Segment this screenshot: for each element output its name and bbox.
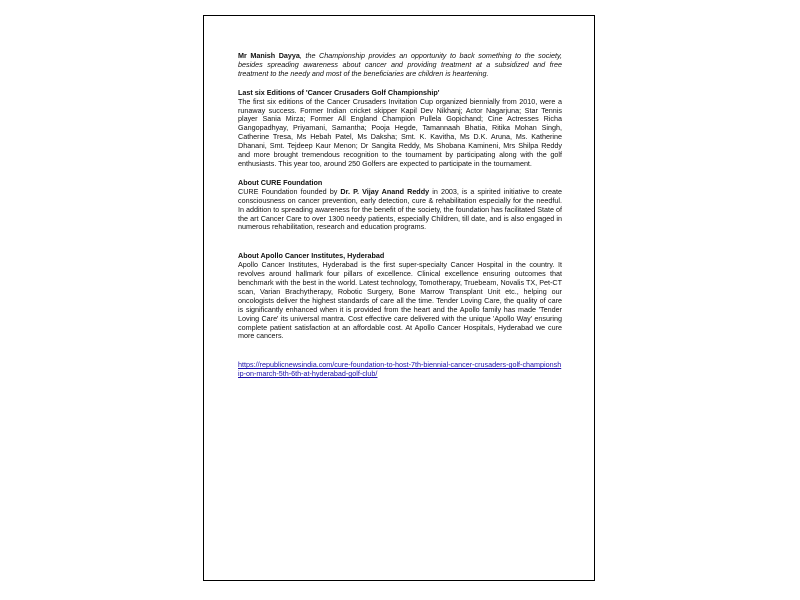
cure-founder: Dr. P. Vijay Anand Reddy [340,186,430,196]
cure-body-before: CURE Foundation founded by [238,186,341,196]
intro-text: , the Championship provides an opportunity to back something to the society, besides spreading awareness about cancer and providing treatment at a subsidized and free treatment to the needy and most of the beneficiaries are children is heartening. [238,51,563,78]
source-link[interactable]: https://republicnewsindia.com/cure-foundation-to-host-7th-biennial-cancer-crusaders-golf-championship-on-march-5th-6th-at-hyderabad-golf-club/ [238,360,562,379]
apollo-heading: About Apollo Cancer Institutes, Hyderabad [238,251,385,261]
intro-paragraph [238,52,562,79]
cure-body-after: in 2003, is a spirited initiative to create consciousness on cancer prevention, early detection, cure & rehabilitation especially for the needful. In addition to spreading awareness for the benefit of the society, the foundation has facilitated State of the art Cancer Care to over 1300 needy patients, especially Children, till date, and is also engaged in numerous rehabilitation, research and education programs. [238,186,562,232]
apollo-body: Apollo Cancer Institutes, Hyderabad is the first super-specialty Cancer Hospital in the country. It revolves around hallmark four pillars of excellence. Clinical excellence ensuring outcomes that benchmark with the best in the world. Latest technology, Tomotherapy, Truebeam, Novalis TX, Pet-CT scan, Varian Brachytherapy, Robotic Surgery, Bone Marrow Transplant Unit etc., helping our oncologists deliver the highest standards of care all the time. Tender Loving Care, the quality of care is significantly enhanced when it is provided from the heart and the Apollo family has made 'Tender Loving Care' its universal mantra. Cost effective care delivered with the unique 'Apollo Way' ensuring complete patient satisfaction at an affordable cost. At Apollo Cancer Hospitals, Hyderabad we cure more cancers. [238,260,562,341]
document-page [203,15,595,581]
intro-lead: Mr Manish Dayya [238,51,300,60]
editions-body: The first six editions of the Cancer Crusaders Invitation Cup organized biennially from 2010, were a runaway success. Former Indian cricket skipper Kapil Dev Nikhanj; Actor Nagarjuna; Star Tennis player Sania Mirza; Former All England Champion Pullela Gopichand; Cine Actresses Richa Gangopadhyay, Priyamani, Samantha; Pooja Hegde, Tamannaah Bhatia, Ritika Mohan Singh, Catherine Tresa, Ms Hebah Patel, Ms Daksha; Smt. K. Kavitha, Ms D.K. Aruna, Ms. Katherine Dhanani, Smt. Tejdeep Kaur Menon; Dr Sangita Reddy, Ms Shobana Kamineni, Mrs Shilpa Reddy and more brought tremendous recognition to the tournament by participating along with the golf enthusiasts. This year too, around 250 Golfers are expected to participate in the tournament. [238,96,562,168]
cure-heading: About CURE Foundation [238,177,323,187]
document-content [238,52,562,379]
editions-heading: Last six Editions of 'Cancer Crusaders Golf Championship' [238,87,440,97]
cure-body [238,188,562,233]
